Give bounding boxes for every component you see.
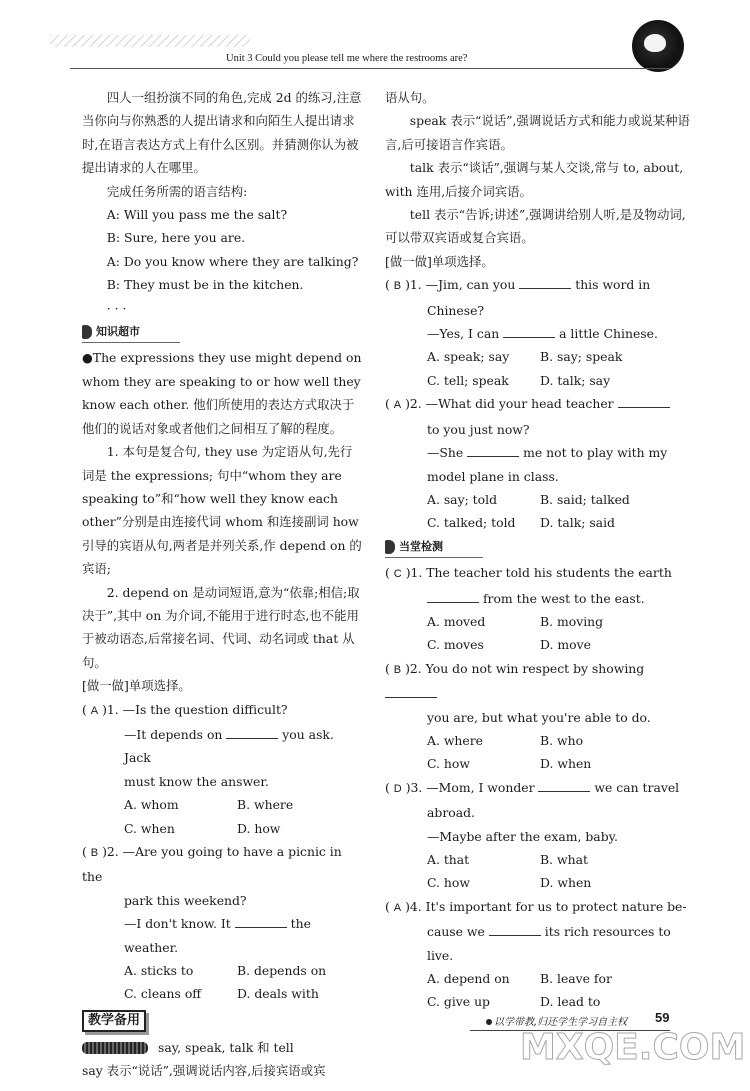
option: C. when <box>124 820 175 836</box>
option: C. how <box>427 875 470 891</box>
header-decoration <box>50 35 250 47</box>
option: A. depend on <box>427 971 510 987</box>
options-row <box>385 345 690 368</box>
question-text: —I don't know. It <box>124 916 231 932</box>
options-row <box>385 511 690 534</box>
mascot-icon <box>632 20 684 72</box>
dialog-line: A: Will you pass me the salt? <box>106 207 288 223</box>
test-question-2: ( B )2. You do not win respect by showing you are, but what you're able to do. A. where B. who C. how D. when <box>385 657 690 776</box>
page-number: 59 <box>655 1010 670 1025</box>
options-row <box>385 369 690 392</box>
question-text: Chinese? <box>427 302 485 318</box>
watermark-site: MXQE.COM <box>520 1027 746 1068</box>
left-column <box>82 86 362 1083</box>
option: B. where <box>237 797 294 813</box>
option: C. talked; told <box>427 515 516 531</box>
footer-text: 以学带教,归还学生学习自主权 <box>494 1017 628 1028</box>
answer: A <box>90 704 99 717</box>
option: A. that <box>427 852 470 867</box>
question-text: its rich resources to <box>544 924 671 940</box>
option: A. where <box>427 732 483 748</box>
question-text: park this weekend? <box>124 892 247 908</box>
answer-blank <box>503 325 555 338</box>
options-row <box>385 848 690 871</box>
options-row <box>82 982 362 1005</box>
option: B. depends on <box>237 963 327 979</box>
answer-blank <box>427 590 479 603</box>
answer-blank <box>385 685 437 698</box>
option: B. what <box>540 852 588 867</box>
word-list: say, speak, talk 和 tell <box>158 1039 294 1055</box>
option: D. how <box>237 820 281 836</box>
scribble-mark <box>82 1042 148 1054</box>
dialog-line: A: Do you know where they are talking? <box>106 253 359 269</box>
option: D. when <box>540 756 592 772</box>
options-row <box>385 729 690 752</box>
practice-question-2: ( A )2. —What did your head teacher to you just now? —She me not to play with my model plane in class. A. say; told B. said; talked C. talked; told D. talk; said <box>385 392 690 534</box>
option: D. talk; say <box>540 372 611 388</box>
test-question-1: ( C )1. The teacher told his students the earth from the west to the east. A. moved B. moving C. moves D. move <box>385 561 690 657</box>
answer-blank <box>519 276 571 289</box>
question-text: we can travel <box>594 779 680 795</box>
option: C. tell; speak <box>427 372 509 388</box>
option: B. moving <box>540 613 604 629</box>
answer: D <box>393 782 402 795</box>
options-row <box>82 817 362 840</box>
book-icon <box>385 540 395 554</box>
option: C. cleans off <box>124 986 202 1002</box>
section-title: 当堂检测 <box>399 540 443 554</box>
question-2: ( B )2. —Are you going to have a picnic in the park this weekend? —I don't know. It the weather. A. sticks to B. depends on C. cleans off D. deals with <box>82 840 362 1006</box>
question-text: me not to play with my <box>523 445 668 461</box>
grammar-note-2: 2. depend on 是动词短语,意为“依靠;相信;取决于”,其中 on 为介词,不能用于进行时态,也不能用于被动语态,后常接名词、代词、动名词或 that 从句。 <box>82 584 360 670</box>
option: A. say; told <box>427 491 498 507</box>
section-teaching-backup: 教学备用 <box>82 1010 146 1032</box>
practice-question-1: ( B )1. —Jim, can you this word in Chinese? —Yes, I can a little Chinese. A. speak; say B. say; speak C. tell; speak D. talk; say <box>385 273 690 392</box>
question-text: —She <box>427 445 464 461</box>
talk-note: talk 表示“谈话”,强调与某人交谈,常与 to, about, with 连用,后接介词宾语。 <box>385 160 684 199</box>
key-sentence: ●The expressions they use might depend on whom they are speaking to or how well they know each other. 他们所使用的表达方式取决于他们的说话对象或者他们之间相互了解的程度。 <box>82 350 362 436</box>
section-classroom-check <box>385 537 483 558</box>
options-row <box>82 959 362 982</box>
question-text: from the west to the east. <box>482 590 645 606</box>
question-text: a little Chinese. <box>559 326 658 342</box>
option: A. moved <box>427 613 486 629</box>
answer-blank <box>618 395 670 408</box>
question-text: )1. The teacher told his students the earth <box>405 565 672 581</box>
option: B. said; talked <box>540 491 630 507</box>
option: D. move <box>540 637 591 653</box>
unit-title: Unit 3 Could you please tell me where the restrooms are? <box>226 53 468 64</box>
page-header <box>0 0 750 70</box>
say-note: say 表示“说话”,强调说话内容,后接宾语或宾 <box>82 1063 326 1079</box>
options-row <box>385 871 690 894</box>
option: A. sticks to <box>124 963 194 979</box>
question-text: model plane in class. <box>427 468 559 484</box>
answer-blank <box>538 779 590 792</box>
question-text: must know the answer. <box>124 773 269 789</box>
option: B. leave for <box>540 971 612 987</box>
question-text: to you just now? <box>427 421 530 437</box>
dialog-line: B: They must be in the kitchen. <box>106 277 304 293</box>
book-icon <box>82 325 92 339</box>
tell-note: tell 表示“告诉;讲述”,强调讲给别人听,是及物动词,可以带双宾语或复合宾语。 <box>385 207 686 246</box>
answer: B <box>393 663 402 676</box>
option: A. whom <box>124 797 179 813</box>
question-text: you are, but what you're able to do. <box>427 709 651 725</box>
task-label: 完成任务所需的语言结构: <box>106 183 248 199</box>
intro-paragraph: 四人一组扮演不同的角色,完成 2d 的练习,注意当你向与你熟悉的人提出请求和向陌生人提出请求时,在语言表达方式上有什么区别。并猜测你认为被提出请求的人在哪里。 <box>82 90 362 176</box>
question-text: )4. It's important for us to protect nature be- <box>405 898 687 914</box>
option: C. how <box>427 756 470 772</box>
practice-label: [做一做]单项选择。 <box>385 253 494 269</box>
practice-label: [做一做]单项选择。 <box>82 678 191 694</box>
question-text: you ask. Jack <box>124 726 334 766</box>
continuation: 语从句。 <box>385 90 435 105</box>
answer: C <box>393 568 402 581</box>
answer: B <box>393 280 402 293</box>
bullet-icon <box>486 1019 492 1025</box>
answer: A <box>393 901 402 914</box>
answer-blank <box>235 915 287 928</box>
question-stem: )1. —Is the question difficult? <box>102 701 288 717</box>
option: B. who <box>540 732 584 748</box>
question-text: )2. —What did your head teacher <box>405 396 614 412</box>
dialog-ellipsis: · · · <box>106 300 127 316</box>
grammar-note-1: 1. 本句是复合句, they use 为定语从句,先行词是 the expressions; 句中“whom they are speaking to”和“how well they know each other”分别是由连接代词 whom 和连接副词 how 引导的宾语从句,两者是并列关系,作 depend on 的宾语; <box>82 444 362 577</box>
option: A. speak; say <box>427 349 510 365</box>
question-text: the weather. <box>124 916 311 955</box>
option: C. give up <box>427 994 490 1010</box>
question-text: )1. —Jim, can you <box>405 277 516 293</box>
options-row <box>385 633 690 656</box>
answer: A <box>393 399 402 412</box>
answer-blank <box>467 444 519 457</box>
question-text: this word in <box>575 277 651 293</box>
option: D. deals with <box>237 986 319 1002</box>
question-text: )2. You do not win respect by showing <box>405 660 645 676</box>
options-row <box>385 610 690 633</box>
question-text: —Maybe after the exam, baby. <box>427 828 618 844</box>
question-1: ( A )1. —Is the question difficult? —It depends on you ask. Jack must know the answer. A. whom B. where C. when D. how <box>82 698 362 840</box>
section-knowledge-market <box>82 322 180 343</box>
section-title: 知识超市 <box>96 325 140 339</box>
question-text: abroad. <box>427 805 475 821</box>
options-row <box>385 488 690 511</box>
question-text: live. <box>427 947 454 963</box>
question-stem: )2. —Are you going to have a picnic in the <box>82 844 342 885</box>
dialog-line: B: Sure, here you are. <box>106 230 246 246</box>
option: D. talk; said <box>540 515 615 531</box>
answer-blank <box>489 923 541 936</box>
options-row <box>385 967 690 990</box>
footer-slogan <box>486 1013 627 1028</box>
options-row <box>385 752 690 775</box>
speak-note: speak 表示“说话”,强调说话方式和能力或说某种语言,后可接语言作宾语。 <box>385 113 690 152</box>
right-column <box>385 86 690 1014</box>
test-question-3: ( D )3. —Mom, I wonder we can travel abroad. —Maybe after the exam, baby. A. that B. what C. how D. when <box>385 776 690 895</box>
options-row <box>82 793 362 816</box>
question-text: —It depends on <box>124 726 223 742</box>
question-text: —Yes, I can <box>427 326 500 342</box>
option: B. say; speak <box>540 349 623 365</box>
options-row <box>385 990 690 1013</box>
option: C. moves <box>427 637 484 653</box>
answer-blank <box>226 726 278 739</box>
test-question-4: ( A )4. It's important for us to protect nature be- cause we its rich resources to live. A. depend on B. leave for C. give up D. lead to <box>385 895 690 1014</box>
option: D. when <box>540 875 592 891</box>
option: D. lead to <box>540 994 601 1010</box>
question-text: cause we <box>427 924 485 940</box>
answer: B <box>90 847 99 859</box>
header-rule <box>70 68 670 69</box>
question-text: )3. —Mom, I wonder <box>405 779 535 795</box>
